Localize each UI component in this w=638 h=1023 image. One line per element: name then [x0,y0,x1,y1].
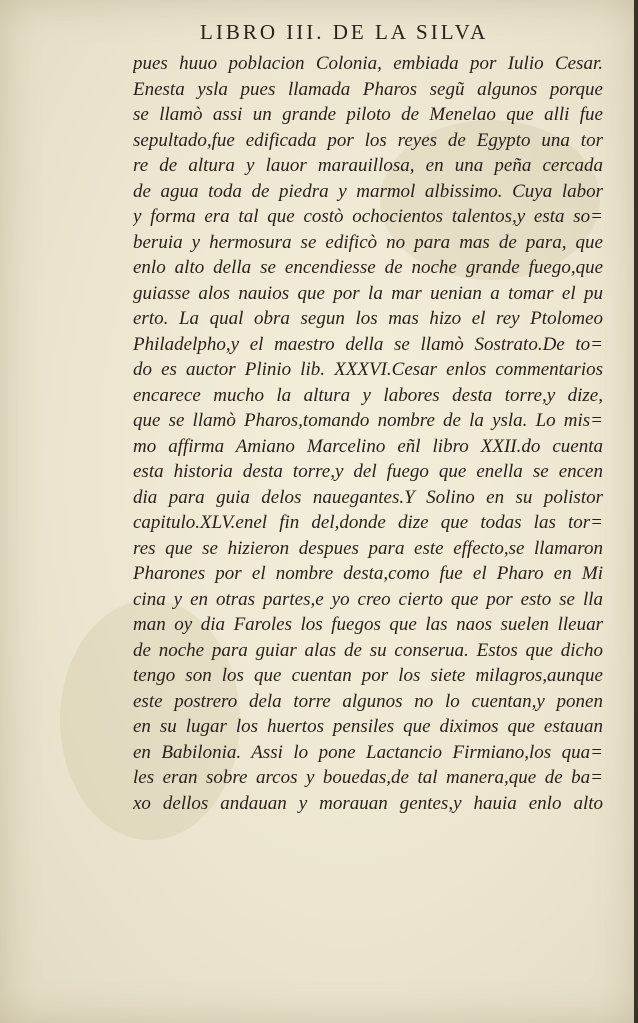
text-line: en su lugar los huertos pensiles que diximos que estauan [133,716,603,737]
page-edge-shadow [634,0,638,1023]
text-line: beruia y hermosura se edificò no para mas de para, que [133,231,603,253]
text-line: mo affirma Amiano Marcelino eñl libro XXII.do cuenta [133,435,603,457]
text-line: enlo alto della se encendiesse de noche grande fuego,que [133,257,603,278]
text-line: do es auctor Plinio lib. XXXVI.Cesar enlos commentarios [133,359,603,380]
text-line: cina y en otras partes,e yo creo cierto que por esto se lla [133,588,603,610]
text-line: que se llamò Pharos,tomando nombre de la ysla. Lo mis= [133,410,603,431]
text-line: guiasse alos nauios que por la mar uenian a tomar el pu [133,282,603,304]
text-line: tengo son los que cuentan por los siete milagros,aunque [133,665,603,686]
text-line: y forma era tal que costò ochocientos talentos,y esta so= [133,206,603,227]
text-line: erto. La qual obra segun los mas hizo el rey Ptolomeo [133,308,603,329]
text-line: en Babilonia. Assi lo pone Lactancio Firmiano,los qua= [133,741,603,763]
running-header: LIBRO III. DE LA SILVA [200,20,489,44]
body-text [133,51,603,816]
text-line: se llamò assi un grande piloto de Menelao que alli fue [133,104,603,125]
text-line: Pharones por el nombre desta,como fue el Pharo en Mi [133,563,603,584]
text-line: re de altura y lauor marauillosa, en una peña cercada [133,155,603,176]
text-line: esta historia desta torre,y del fuego que enella se encen [133,461,603,482]
text-line: man oy dia Faroles los fuegos que las naos suelen lleuar [133,614,603,635]
text-line: capitulo.XLV.enel fin del,donde dize que todas las tor= [133,512,603,533]
text-line: xo dellos andauan y morauan gentes,y hauia enlo alto [133,792,603,814]
text-line: pues huuo poblacion Colonia, embiada por Iulio Cesar. [133,53,603,74]
text-line: Philadelpho,y el maestro della se llamò Sostrato.De to= [133,333,603,355]
text-line: Enesta ysla pues llamada Pharos segũ algunos porque [133,78,603,100]
text-line: de agua toda de piedra y marmol albissimo. Cuya labor [133,180,603,202]
text-line: de noche para guiar alas de su conserua. Estos que dicho [133,639,603,661]
text-line: este postrero dela torre algunos no lo cuentan,y ponen [133,690,603,712]
text-line: dia para guia delos nauegantes.Y Solino en su polistor [133,486,603,508]
text-line: res que se hizieron despues para este effecto,se llamaron [133,537,603,559]
text-line: les eran sobre arcos y bouedas,de tal manera,que de ba= [133,767,603,788]
text-line: sepultado,fue edificada por los reyes de Egypto una tor [133,129,603,151]
text-line: encarece mucho la altura y labores desta torre,y dize, [133,384,603,406]
